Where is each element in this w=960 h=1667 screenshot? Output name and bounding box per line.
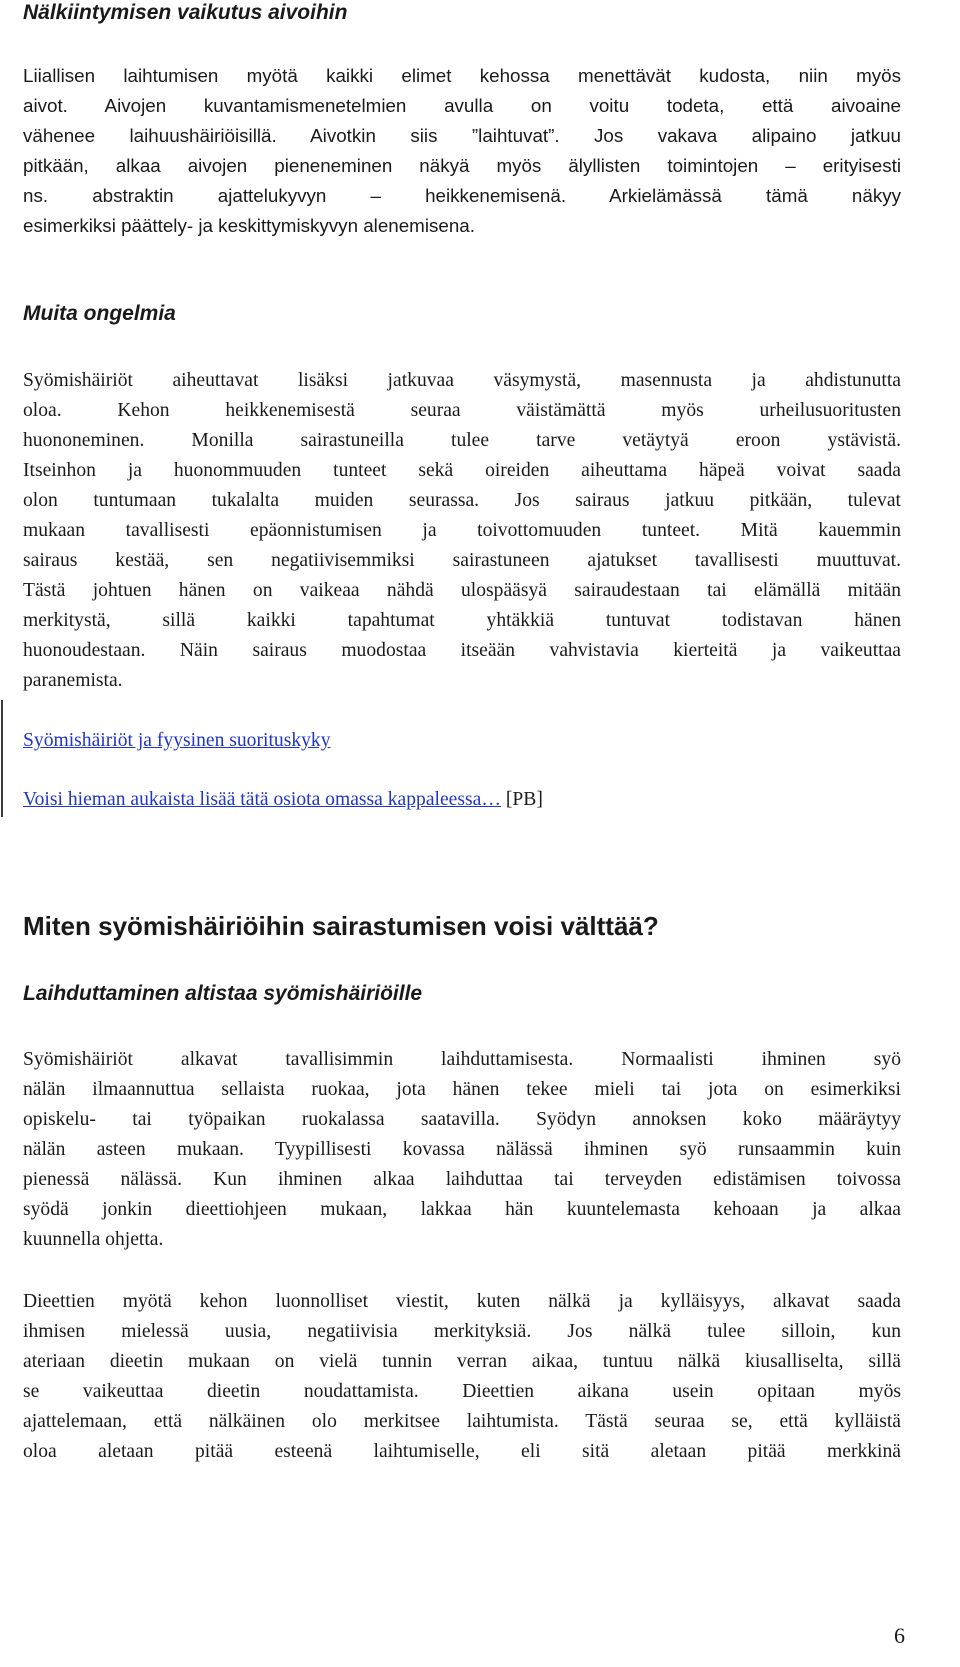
comment-link[interactable]: Voisi hieman aukaista lisää tätä osiota omassa kappaleessa… bbox=[23, 789, 501, 810]
text-line: Syömishäiriöt aiheuttavat lisäksi jatkuvaa väsymystä, masennusta ja ahdistunutta bbox=[23, 370, 901, 391]
text-line: pitkään, alkaa aivojen pieneneminen näkyä myös älyllisten toimintojen – erityisesti bbox=[23, 155, 901, 176]
text-line: se vaikeuttaa dieetin noudattamista. Dieettien aikana usein opitaan myös bbox=[23, 1381, 901, 1402]
section-heading-other-problems: Muita ongelmia bbox=[23, 302, 176, 325]
text-line: Itseinhon ja huonommuuden tunteet sekä oireiden aiheuttama häpeä voivat saada bbox=[23, 460, 901, 481]
text-line: Liiallisen laihtumisen myötä kaikki elimet kehossa menettävät kudosta, niin myös bbox=[23, 65, 901, 86]
comment-line bbox=[23, 789, 543, 811]
paragraph-other-problems bbox=[23, 366, 901, 696]
text-line: kuunnella ohjetta. bbox=[23, 1229, 164, 1250]
text-line: ns. abstraktin ajattelukyvyn – heikkenemisenä. Arkielämässä tämä näkyy bbox=[23, 185, 901, 206]
text-line: pienessä nälässä. Kun ihminen alkaa laihduttaa tai terveyden edistämisen toivossa bbox=[23, 1169, 901, 1190]
text-line: sairaus kestää, sen negatiivisemmiksi sairastuneen ajatukset tavallisesti muuttuvat. bbox=[23, 550, 901, 571]
link-line-fitness bbox=[23, 730, 331, 752]
text-line: vähenee laihuushäiriöisillä. Aivotkin siis ”laihtuvat”. Jos vakava alipaino jatkuu bbox=[23, 125, 901, 146]
text-line: nälän asteen mukaan. Tyypillisesti kovassa nälässä ihminen syö runsaammin kuin bbox=[23, 1139, 901, 1160]
text-line: syödä jonkin dieettiohjeen mukaan, lakkaa hän kuuntelemasta kehoaan ja alkaa bbox=[23, 1199, 901, 1220]
text-line: aivot. Aivojen kuvantamismenetelmien avulla on voitu todeta, että aivoaine bbox=[23, 95, 901, 116]
page-number: 6 bbox=[894, 1623, 905, 1648]
text-line: nälän ilmaannuttua sellaista ruokaa, jota hänen tekee mieli tai jota on esimerkiksi bbox=[23, 1079, 901, 1100]
paragraph-brain-effects bbox=[23, 61, 901, 241]
text-line: oloa aletaan pitää esteenä laihtumiselle, eli sitä aletaan pitää merkkinä bbox=[23, 1441, 901, 1462]
text-line: Syömishäiriöt alkavat tavallisimmin laihduttamisesta. Normaalisti ihminen syö bbox=[23, 1049, 901, 1070]
paragraph-dieting-2 bbox=[23, 1287, 901, 1467]
text-line: merkitystä, sillä kaikki tapahtumat yhtäkkiä tuntuvat todistavan hänen bbox=[23, 610, 901, 631]
change-bar bbox=[1, 700, 3, 817]
text-line: mukaan tavallisesti epäonnistumisen ja toivottomuuden tunteet. Mitä kauemmin bbox=[23, 520, 901, 541]
section-heading-brain-effects: Nälkiintymisen vaikutus aivoihin bbox=[23, 1, 348, 24]
text-line: olon tuntumaan tukalalta muiden seurassa. Jos sairaus jatkuu pitkään, tulevat bbox=[23, 490, 901, 511]
paragraph-dieting-1 bbox=[23, 1045, 901, 1255]
text-line: ateriaan dieetin mukaan on vielä tunnin verran aikaa, tuntuu nälkä kiusalliselta, sillä bbox=[23, 1351, 901, 1372]
subheading-dieting: Laihduttaminen altistaa syömishäiriöille bbox=[23, 982, 423, 1005]
text-line: paranemista. bbox=[23, 670, 123, 691]
text-line: ajattelemaan, että nälkäinen olo merkitsee laihtumista. Tästä seuraa se, että kylläistä bbox=[23, 1411, 901, 1432]
text-line: opiskelu- tai työpaikan ruokalassa saatavilla. Syödyn annoksen koko määräytyy bbox=[23, 1109, 901, 1130]
section-heading-prevention: Miten syömishäiriöihin sairastumisen voisi välttää? bbox=[23, 911, 659, 941]
text-line: huonoudestaan. Näin sairaus muodostaa itseään vahvistavia kierteitä ja vaikeuttaa bbox=[23, 640, 901, 661]
text-line: esimerkiksi päättely- ja keskittymiskyvyn alenemisena. bbox=[23, 215, 475, 236]
text-line: oloa. Kehon heikkenemisestä seuraa väistämättä myös urheilusuoritusten bbox=[23, 400, 901, 421]
fitness-link[interactable]: Syömishäiriöt ja fyysinen suorituskyky bbox=[23, 730, 331, 751]
text-line: Tästä johtuen hänen on vaikeaa nähdä ulospääsyä sairaudestaan tai elämällä mitään bbox=[23, 580, 901, 601]
text-line: ihmisen mielessä uusia, negatiivisia merkityksiä. Jos nälkä tulee silloin, kun bbox=[23, 1321, 901, 1342]
text-line: huononeminen. Monilla sairastuneilla tulee tarve vetäytyä eroon ystävistä. bbox=[23, 430, 901, 451]
text-line: Dieettien myötä kehon luonnolliset viestit, kuten nälkä ja kylläisyys, alkavat saada bbox=[23, 1291, 901, 1312]
comment-author-tag: [PB] bbox=[500, 789, 543, 810]
